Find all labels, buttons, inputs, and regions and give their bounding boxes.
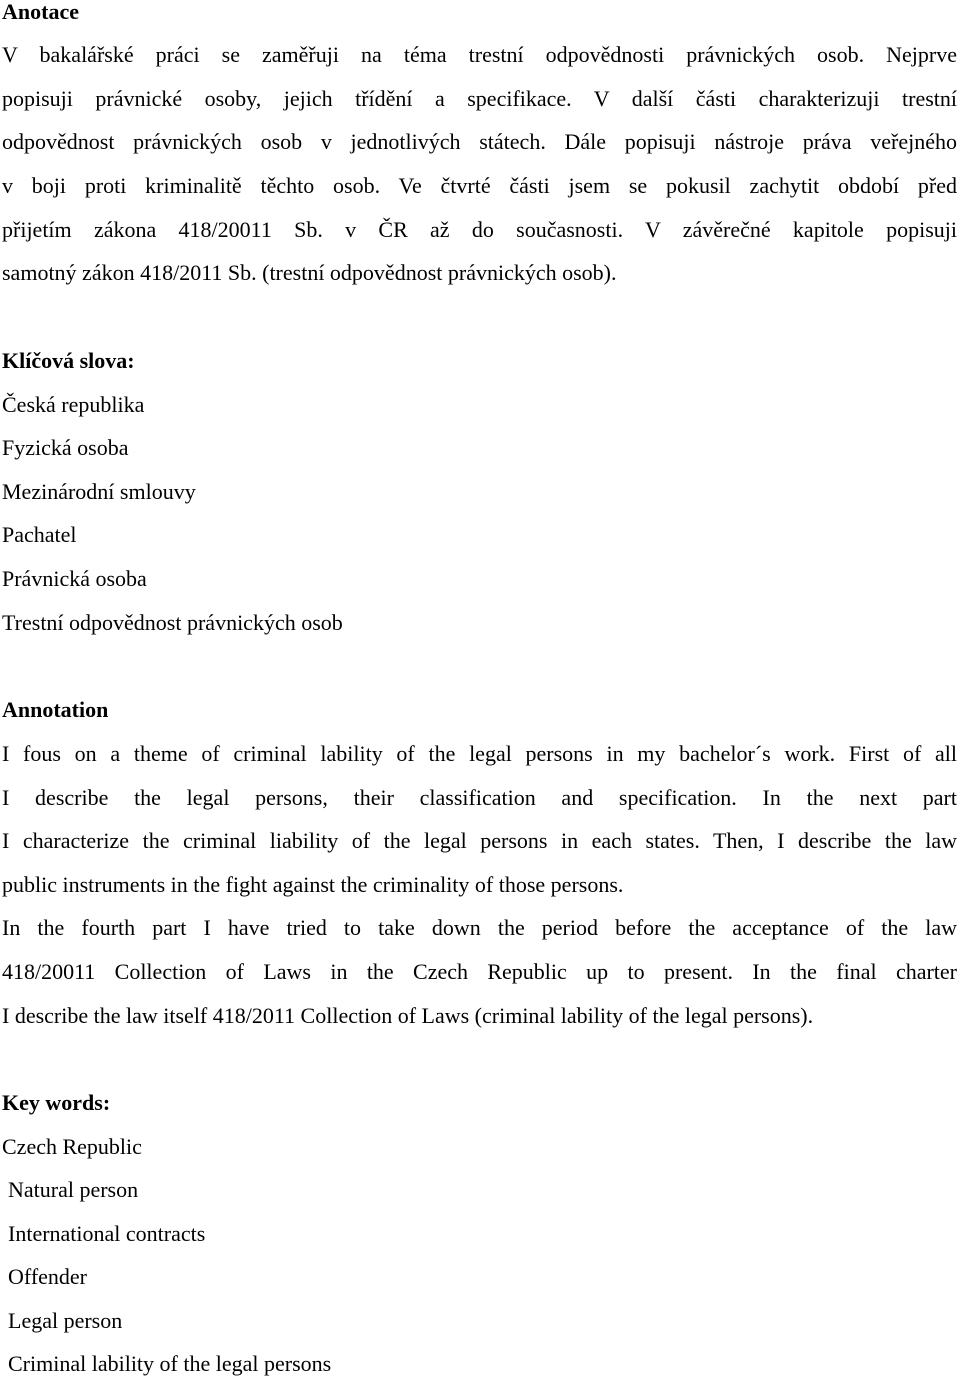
anotace-heading: Anotace bbox=[2, 0, 79, 24]
annotation-line-1: I fous on a theme of criminal lability of the legal persons in my bachelor´s work. First of all bbox=[2, 741, 957, 766]
keyword-en-4: Offender bbox=[8, 1264, 87, 1289]
keyword-en-3: International contracts bbox=[8, 1221, 206, 1246]
annotation-heading: Annotation bbox=[2, 697, 109, 722]
key-words-heading: Key words: bbox=[2, 1090, 111, 1115]
annotation-line-7: I describe the law itself 418/2011 Collection of Laws (criminal lability of the legal persons). bbox=[2, 1003, 814, 1028]
anotace-line-2: popisuji právnické osoby, jejich třídění a specifikace. V další části charakterizuji trestní bbox=[2, 86, 957, 111]
annotation-line-5: In the fourth part I have tried to take down the period before the acceptance of the law bbox=[2, 915, 957, 940]
anotace-line-6: samotný zákon 418/2011 Sb. (trestní odpovědnost právnických osob). bbox=[2, 260, 617, 285]
keyword-cz-5: Právnická osoba bbox=[2, 566, 147, 591]
keyword-cz-2: Fyzická osoba bbox=[2, 435, 129, 460]
anotace-line-4: v boji proti kriminalitě těchto osob. Ve čtvrté části jsem se pokusil zachytit období před bbox=[2, 173, 957, 198]
klicova-slova-heading: Klíčová slova: bbox=[2, 348, 135, 373]
keyword-en-5: Legal person bbox=[8, 1308, 123, 1333]
keyword-cz-3: Mezinárodní smlouvy bbox=[2, 479, 196, 504]
keyword-en-1: Czech Republic bbox=[2, 1134, 142, 1159]
anotace-line-5: přijetím zákona 418/20011 Sb. v ČR až do současnosti. V závěrečné kapitole popisuji bbox=[2, 217, 957, 242]
keyword-cz-4: Pachatel bbox=[2, 522, 77, 547]
keyword-cz-6: Trestní odpovědnost právnických osob bbox=[2, 610, 343, 635]
annotation-line-4: public instruments in the fight against the criminality of those persons. bbox=[2, 872, 624, 897]
keyword-cz-1: Česká republika bbox=[2, 392, 145, 417]
keyword-en-2: Natural person bbox=[8, 1177, 139, 1202]
anotace-line-1: V bakalářské práci se zaměřuji na téma trestní odpovědnosti právnických osob. Nejprve bbox=[2, 42, 957, 67]
annotation-line-2: I describe the legal persons, their classification and specification. In the next part bbox=[2, 785, 957, 810]
keyword-en-6: Criminal lability of the legal persons bbox=[8, 1351, 332, 1376]
anotace-line-3: odpovědnost právnických osob v jednotlivých státech. Dále popisuji nástroje práva veřejného bbox=[2, 129, 957, 154]
annotation-line-6: 418/20011 Collection of Laws in the Czech Republic up to present. In the final charter bbox=[2, 959, 957, 984]
annotation-line-3: I characterize the criminal liability of the legal persons in each states. Then, I describe the law bbox=[2, 828, 957, 853]
